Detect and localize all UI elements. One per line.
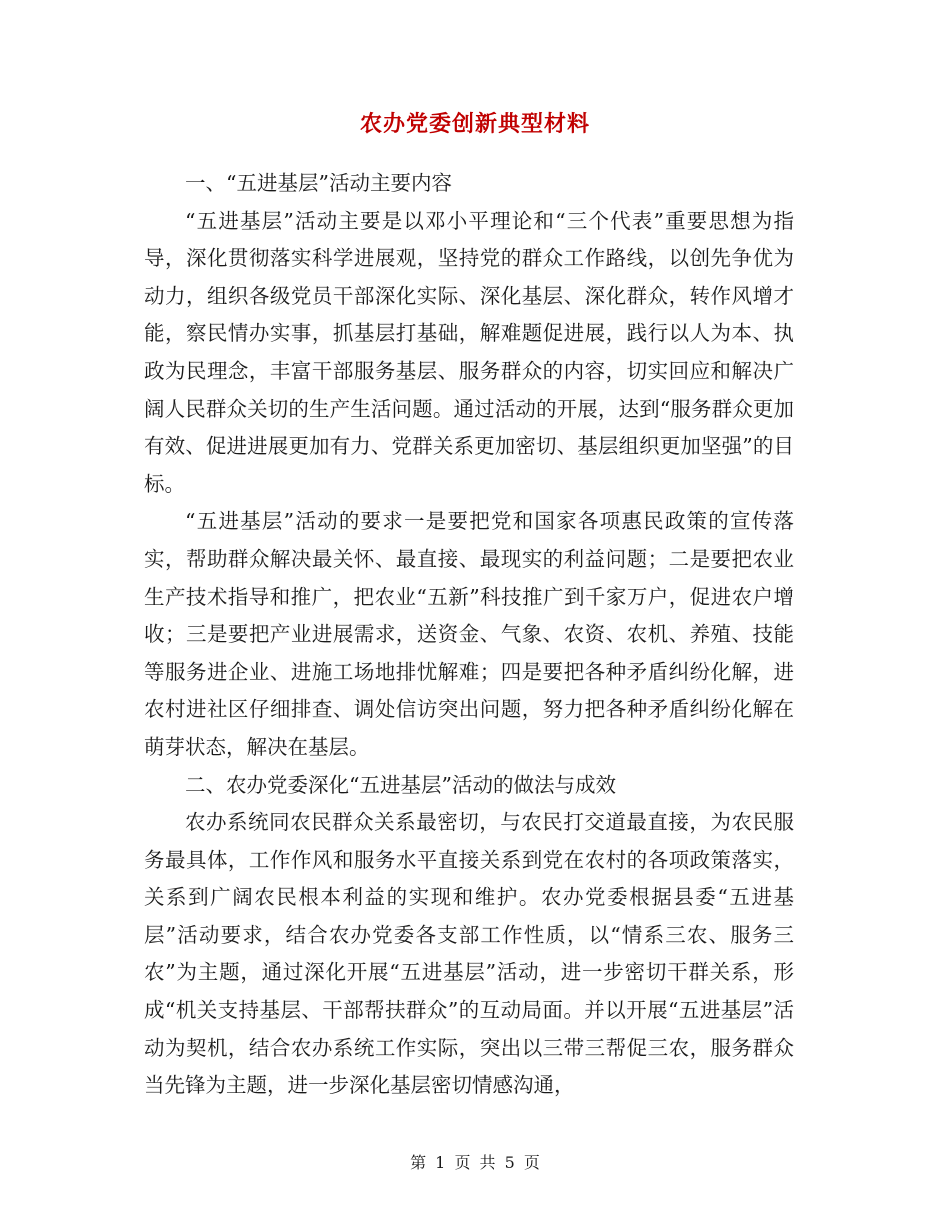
body-paragraph: 农办系统同农民群众关系最密切，与农民打交道最直接，为农民服务最具体，工作作风和服务水平直接关系到党在农村的各项政策落实，关系到广阔农民根本利益的实现和维护。农办党委根据县委“五进基层”活动要求，结合农办党委各支部工作性质，以“情系三农、服务三农”为主题，通过深化开展“五进基层”活动，进一步密切干群关系，形成“机关支持基层、干部帮扶群众”的互动局面。并以开展“五进基层”活动为契机，结合农办系统工作实际，突出以三带三帮促三农，服务群众当先锋为主题，进一步深化基层密切情感沟通， <box>144 810 794 1098</box>
page-number-footer: 第 1 页 共 5 页 <box>410 1153 540 1172</box>
section-heading-1: 一、“五进基层”活动主要内容 <box>185 171 452 195</box>
body-paragraph: “五进基层”活动的要求一是要把党和国家各项惠民政策的宣传落实，帮助群众解决最关怀、最直接、最现实的利益问题；二是要把农业生产技术指导和推广，把农业“五新”科技推广到千家万户，促进农户增收；三是要把产业进展需求，送资金、气象、农资、农机、养殖、技能等服务进企业、进施工场地排忧解难；四是要把各种矛盾纠纷化解，进农村进社区仔细排查、调处信访突出问题，努力把各种矛盾纠纷化解在萌芽状态，解决在基层。 <box>144 509 794 759</box>
document-title: 农办党委创新典型材料 <box>359 111 590 137</box>
body-paragraph: “五进基层”活动主要是以邓小平理论和“三个代表”重要思想为指导，深化贯彻落实科学进展观，坚持党的群众工作路线，以创先争优为动力，组织各级党员干部深化实际、深化基层、深化群众，转作风增才能，察民情办实事，抓基层打基础，解难题促进展，践行以人为本、执政为民理念，丰富干部服务基层、服务群众的内容，切实回应和解决广阔人民群众关切的生产生活问题。通过活动的开展，达到“服务群众更加有效、促进进展更加有力、党群关系更加密切、基层组织更加坚强”的目标。 <box>144 208 794 496</box>
document-body <box>144 165 794 1105</box>
section-heading-2: 二、农办党委深化“五进基层”活动的做法与成效 <box>185 772 616 797</box>
